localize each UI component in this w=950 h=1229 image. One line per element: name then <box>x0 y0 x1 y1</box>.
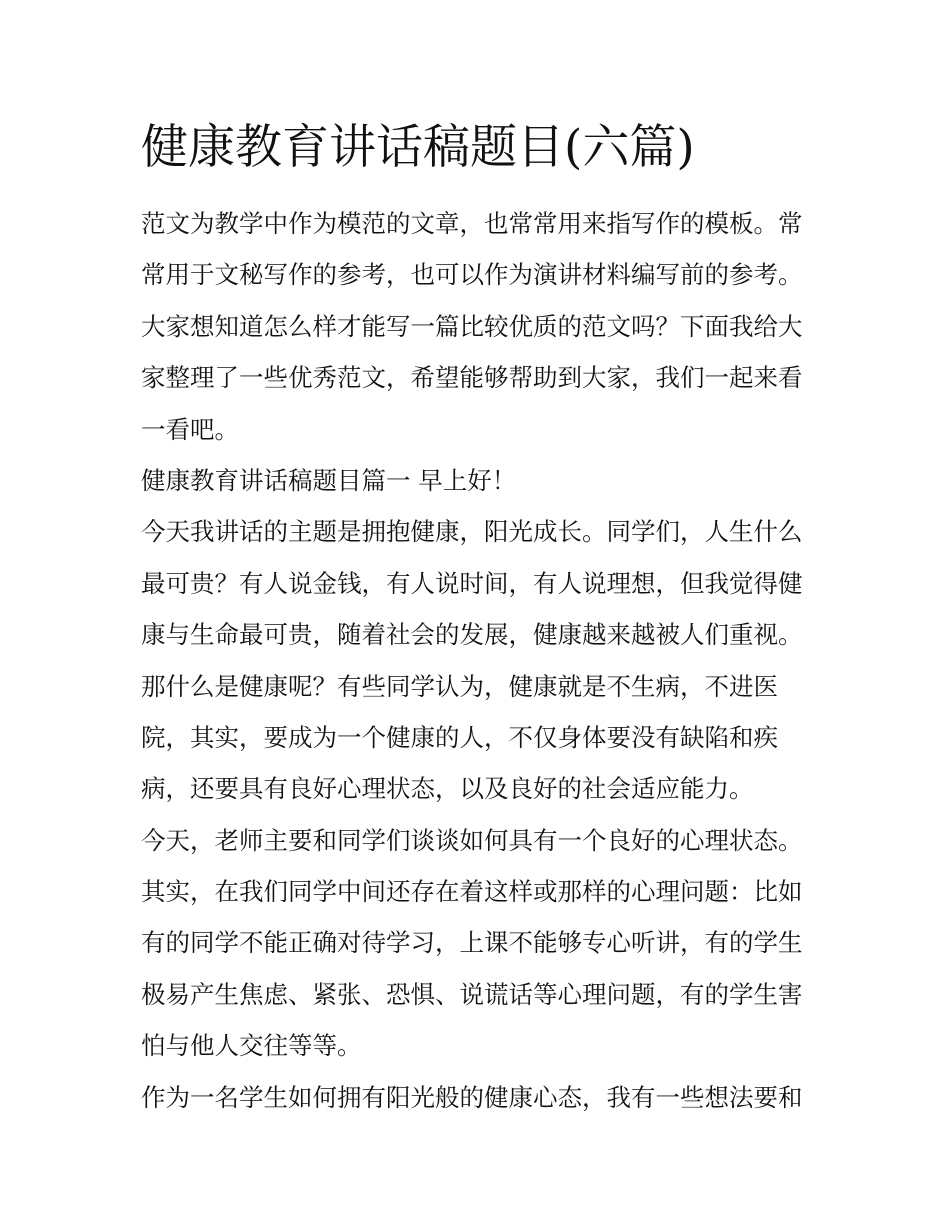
text-line: 大家想知道怎么样才能写一篇比较优质的范文吗？下面我给大 <box>141 311 803 341</box>
text-line: 院，其实，要成为一个健康的人，不仅身体要没有缺陷和疾 <box>141 722 778 752</box>
text-line: 今天，老师主要和同学们谈谈如何具有一个良好的心理状态。 <box>141 825 803 855</box>
text-line: 常用于文秘写作的参考，也可以作为演讲材料编写前的参考。 <box>141 260 803 290</box>
section-heading-line: 健康教育讲话稿题目篇一 早上好！ <box>141 465 517 495</box>
text-line: 其实，在我们同学中间还存在着这样或那样的心理问题：比如 <box>141 877 803 907</box>
text-line: 最可贵？有人说金钱，有人说时间，有人说理想，但我觉得健 <box>141 568 803 598</box>
text-line: 病，还要具有良好心理状态，以及良好的社会适应能力。 <box>141 774 754 804</box>
text-line: 一看吧。 <box>141 414 239 444</box>
document-title: 健康教育讲话稿题目(六篇) <box>141 120 695 175</box>
text-line: 怕与他人交往等等。 <box>141 1031 362 1061</box>
text-line: 那什么是健康呢？有些同学认为，健康就是不生病，不进医 <box>141 671 778 701</box>
text-line: 范文为教学中作为模范的文章，也常常用来指写作的模板。常 <box>141 209 803 238</box>
text-line: 极易产生焦虑、紧张、恐惧、说谎话等心理问题，有的学生害 <box>141 979 803 1009</box>
text-line: 作为一名学生如何拥有阳光般的健康心态，我有一些想法要和 <box>141 1082 803 1112</box>
text-line: 今天我讲话的主题是拥抱健康，阳光成长。同学们，人生什么 <box>141 517 803 547</box>
document-body <box>141 198 816 1123</box>
text-line: 家整理了一些优秀范文，希望能够帮助到大家，我们一起来看 <box>141 363 803 393</box>
text-line: 康与生命最可贵，随着社会的发展，健康越来越被人们重视。 <box>141 620 803 650</box>
text-line: 有的同学不能正确对待学习，上课不能够专心听讲，有的学生 <box>141 928 803 958</box>
